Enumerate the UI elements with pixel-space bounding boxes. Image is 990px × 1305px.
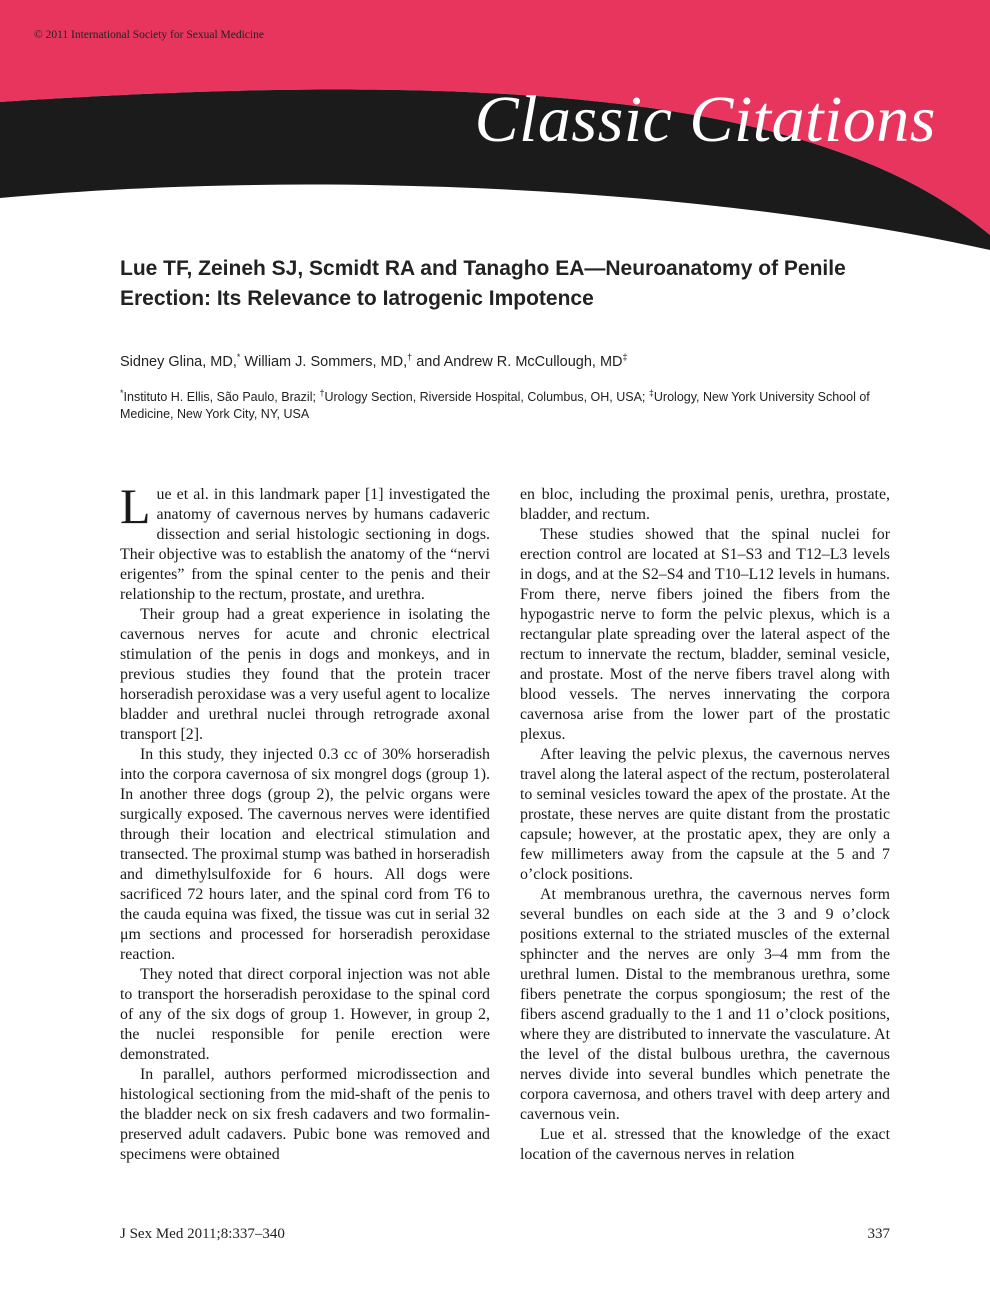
author-mark: † (407, 352, 413, 362)
body-column-right (520, 485, 890, 1165)
drop-cap: L (120, 478, 151, 534)
affil-mark: ‡ (648, 388, 654, 398)
paragraph: They noted that direct corporal injection was not able to transport the horseradish peroxidase to the spinal cord of any of the six dogs of group 1. However, in group 2, the nuclei responsible for penile erection were demonstrated. (120, 966, 490, 1063)
paragraph: Their group had a great experience in isolating the cavernous nerves for acute and chronic electrical stimulation of the penis in dogs and monkeys, and in previous studies they found that the protein tracer horseradish peroxidase was a very useful agent to localize bladder and urethral nuclei through retrograde axonal transport [2]. (120, 606, 490, 743)
paragraph (120, 478, 490, 605)
affil-text: Urology Section, Riverside Hospital, Columbus, OH, USA; (324, 390, 649, 405)
affil-text: Instituto H. Ellis, São Paulo, Brazil; (123, 390, 320, 405)
body-column-left (120, 478, 490, 1165)
article-title: Lue TF, Zeineh SJ, Scmidt RA and Tanagho EA—Neuroanatomy of Penile Erection: Its Relevance to Iatrogenic Impotence (120, 257, 846, 310)
author-name: Sidney Glina, MD, (120, 353, 237, 370)
section-title: Classic Citations (474, 83, 936, 156)
paragraph: In parallel, authors performed microdissection and histological sectioning from the mid-shaft of the penis to the bladder neck on six fresh cadavers and two formalin-preserved adult cadavers. Pubic bone was removed and specimens were obtained (120, 1066, 490, 1163)
paragraph: After leaving the pelvic plexus, the cavernous nerves travel along the lateral aspect of the rectum, posterolateral to seminal vesicles toward the apex of the prostate. At the prostate, these nerves are quite distant from the prostatic capsule; however, at the prostatic apex, they are only a few millimeters away from the capsule at the 5 and 7 o’clock positions. (520, 746, 890, 883)
author-name: William J. Sommers, MD, (244, 353, 408, 370)
affiliations (120, 385, 900, 422)
paragraph: At membranous urethra, the cavernous nerves form several bundles on each side at the 3 and 9 o’clock positions external to the striated muscles of the external sphincter and the nerves are only 3–4 mm from the urethral lumen. Distal to the membranous urethra, some fibers penetrate the corpus spongiosum; the rest of the fibers ascend gradually to the 1 and 11 o’clock positions, where they are distributed to innervate the vasculature. At the level of the distal bulbous urethra, the cavernous nerves divide into several bundles which penetrate the corpora cavernosa, and others travel with deep artery and cavernous vein. (520, 886, 890, 1123)
paragraph: en bloc, including the proximal penis, urethra, prostate, bladder, and rectum. (520, 486, 890, 523)
paragraph: Lue et al. stressed that the knowledge of the exact location of the cavernous nerves in relation (520, 1126, 890, 1163)
paragraph: These studies showed that the spinal nuclei for erection control are located at S1–S3 and T12–L3 levels in dogs, and at the S2–S4 and T10–L12 levels in humans. From there, nerve fibers joined the fibers from the hypogastric nerve to form the pelvic plexus, which is a rectangular plate spreading over the lateral aspect of the rectum to innervate the rectum, bladder, seminal vesicle, and prostate. Most of the nerve fibers travel along with blood vessels. The nerves innervating the corpora cavernosa arise from the lower part of the prostatic plexus. (520, 526, 890, 743)
author-mark: ‡ (622, 352, 628, 362)
page-number: 337 (867, 1226, 890, 1242)
affil-mark: † (319, 388, 325, 398)
copyright-notice: © 2011 International Society for Sexual Medicine (34, 29, 264, 41)
author-mark: * (236, 352, 241, 362)
affil-text: Urology, New York University School of Medicine, New York City, NY, USA (120, 390, 870, 421)
journal-citation: J Sex Med 2011;8:337–340 (120, 1226, 285, 1242)
author-name: and Andrew R. McCullough, MD (416, 353, 623, 370)
author-list (120, 352, 628, 370)
paragraph: In this study, they injected 0.3 cc of 30% horseradish into the corpora cavernosa of six mongrel dogs (group 1). In another three dogs (group 2), the pelvic organs were surgically exposed. The cavernous nerves were identified through their location and electrical stimulation and transected. The proximal stump was bathed in horseradish and dimethylsulfoxide for 6 hours. All dogs were sacrificed 72 hours later, and the spinal cord from T6 to the cauda equina was fixed, the tissue was cut in serial 32 μm sections and processed for horseradish peroxidase reaction. (120, 746, 490, 963)
paragraph-text: ue et al. in this landmark paper [1] investigated the anatomy of cavernous nerves by humans cadaveric dissection and serial histologic sectioning in dogs. Their objective was to establish the anatomy of the “nervi erigentes” from the spinal center to the penis and their relationship to the rectum, prostate, and urethra. (120, 486, 490, 603)
affil-mark: * (120, 388, 124, 398)
